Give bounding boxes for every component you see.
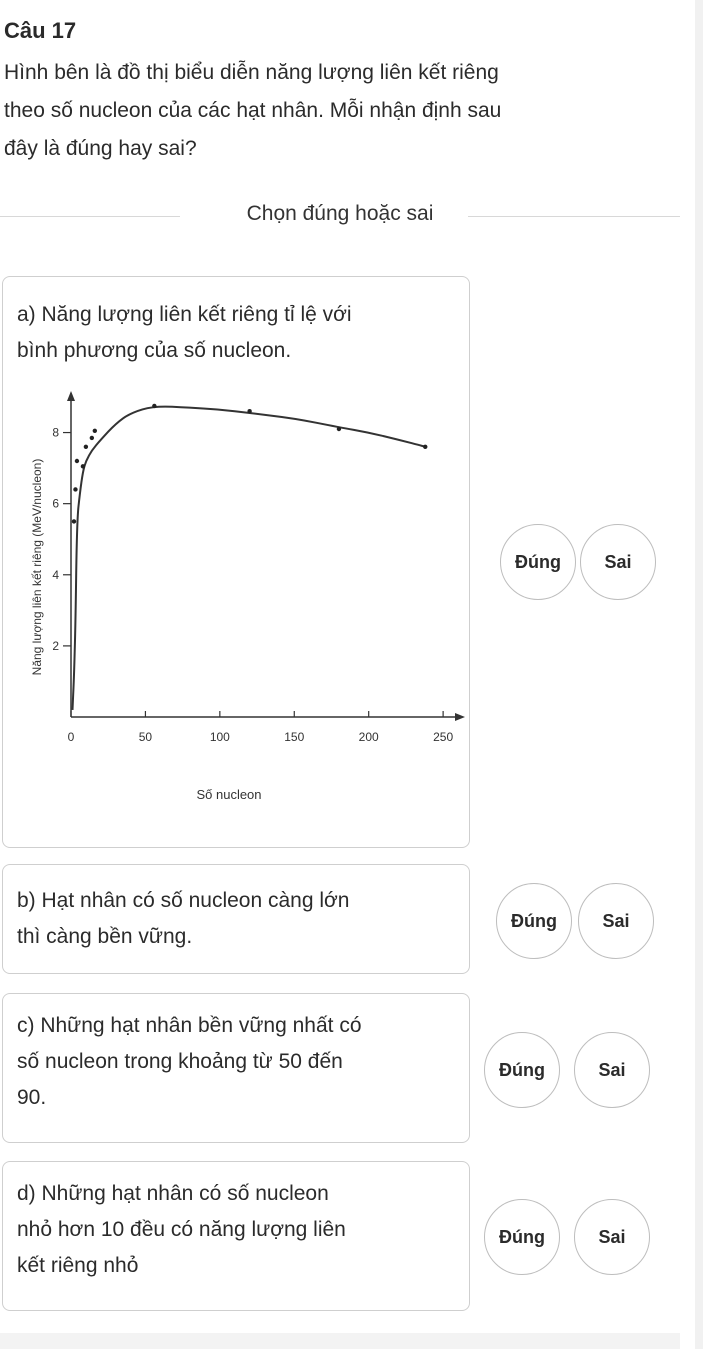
statement-line: b) Hạt nhân có số nucleon càng lớn bbox=[17, 889, 350, 912]
statement-card-a bbox=[2, 276, 470, 848]
statement-line: số nucleon trong khoảng từ 50 đến bbox=[17, 1050, 343, 1073]
question-text bbox=[4, 54, 644, 168]
question-number: Câu 17 bbox=[4, 18, 77, 43]
data-point bbox=[152, 404, 156, 408]
data-point bbox=[90, 436, 94, 440]
option-false-a[interactable]: Sai bbox=[580, 524, 656, 600]
x-tick-label: 150 bbox=[284, 730, 305, 744]
y-tick-label: 8 bbox=[52, 425, 59, 440]
option-true-b[interactable]: Đúng bbox=[496, 883, 572, 959]
statement-line: a) Năng lượng liên kết riêng tỉ lệ với bbox=[17, 303, 352, 326]
y-tick-label: 4 bbox=[52, 567, 59, 582]
data-point bbox=[75, 459, 79, 463]
section-label: Chọn đúng hoặc sai bbox=[246, 202, 434, 225]
data-point bbox=[73, 487, 77, 491]
statement-line: nhỏ hơn 10 đều có năng lượng liên bbox=[17, 1218, 346, 1241]
page-footer bbox=[0, 1333, 680, 1349]
y-tick-label: 2 bbox=[52, 638, 59, 653]
statement-line: 90. bbox=[17, 1086, 47, 1109]
option-false-d[interactable]: Sai bbox=[574, 1199, 650, 1275]
x-tick-label: 0 bbox=[67, 730, 75, 744]
statement-line: bình phương của số nucleon. bbox=[17, 339, 292, 362]
question-line: theo số nucleon của các hạt nhân. Mỗi nhận định sau bbox=[4, 99, 502, 122]
statement-text-b bbox=[17, 883, 349, 955]
x-tick-label: 50 bbox=[138, 730, 153, 744]
series-line bbox=[73, 407, 426, 710]
data-point bbox=[93, 429, 97, 433]
data-point bbox=[337, 427, 341, 431]
binding-energy-chart bbox=[3, 377, 469, 867]
data-point bbox=[72, 519, 76, 523]
statement-card-b bbox=[2, 864, 470, 974]
x-axis-arrow bbox=[455, 713, 465, 721]
x-tick-label: 250 bbox=[433, 730, 454, 744]
statement-text-c bbox=[17, 1008, 362, 1116]
statement-text-a bbox=[17, 297, 352, 369]
scrollbar[interactable] bbox=[695, 0, 703, 1349]
x-tick-label: 100 bbox=[209, 730, 230, 744]
statement-text-d bbox=[17, 1176, 346, 1284]
y-axis-arrow bbox=[67, 391, 75, 401]
statement-card-d bbox=[2, 1161, 470, 1311]
option-true-d[interactable]: Đúng bbox=[484, 1199, 560, 1275]
question-line: Hình bên là đồ thị biểu diễn năng lượng liên kết riêng bbox=[4, 61, 499, 84]
option-false-b[interactable]: Sai bbox=[578, 883, 654, 959]
question-line: đây là đúng hay sai? bbox=[4, 137, 197, 160]
statement-line: kết riêng nhỏ bbox=[17, 1254, 139, 1277]
data-point bbox=[423, 445, 427, 449]
option-false-c[interactable]: Sai bbox=[574, 1032, 650, 1108]
option-true-c[interactable]: Đúng bbox=[484, 1032, 560, 1108]
option-true-a[interactable]: Đúng bbox=[500, 524, 576, 600]
data-point bbox=[81, 464, 85, 468]
y-tick-label: 6 bbox=[52, 496, 59, 511]
x-tick-label: 200 bbox=[358, 730, 379, 744]
y-axis-label: Năng lượng liên kết riêng (MeV/nucleon) bbox=[30, 458, 44, 676]
statement-line: c) Những hạt nhân bền vững nhất có bbox=[17, 1014, 362, 1037]
data-point bbox=[247, 409, 251, 413]
statement-line: thì càng bền vững. bbox=[17, 925, 193, 948]
statement-card-c bbox=[2, 993, 470, 1143]
data-point bbox=[84, 445, 88, 449]
x-axis-label: Số nucleon bbox=[196, 787, 262, 802]
statement-line: d) Những hạt nhân có số nucleon bbox=[17, 1182, 329, 1205]
